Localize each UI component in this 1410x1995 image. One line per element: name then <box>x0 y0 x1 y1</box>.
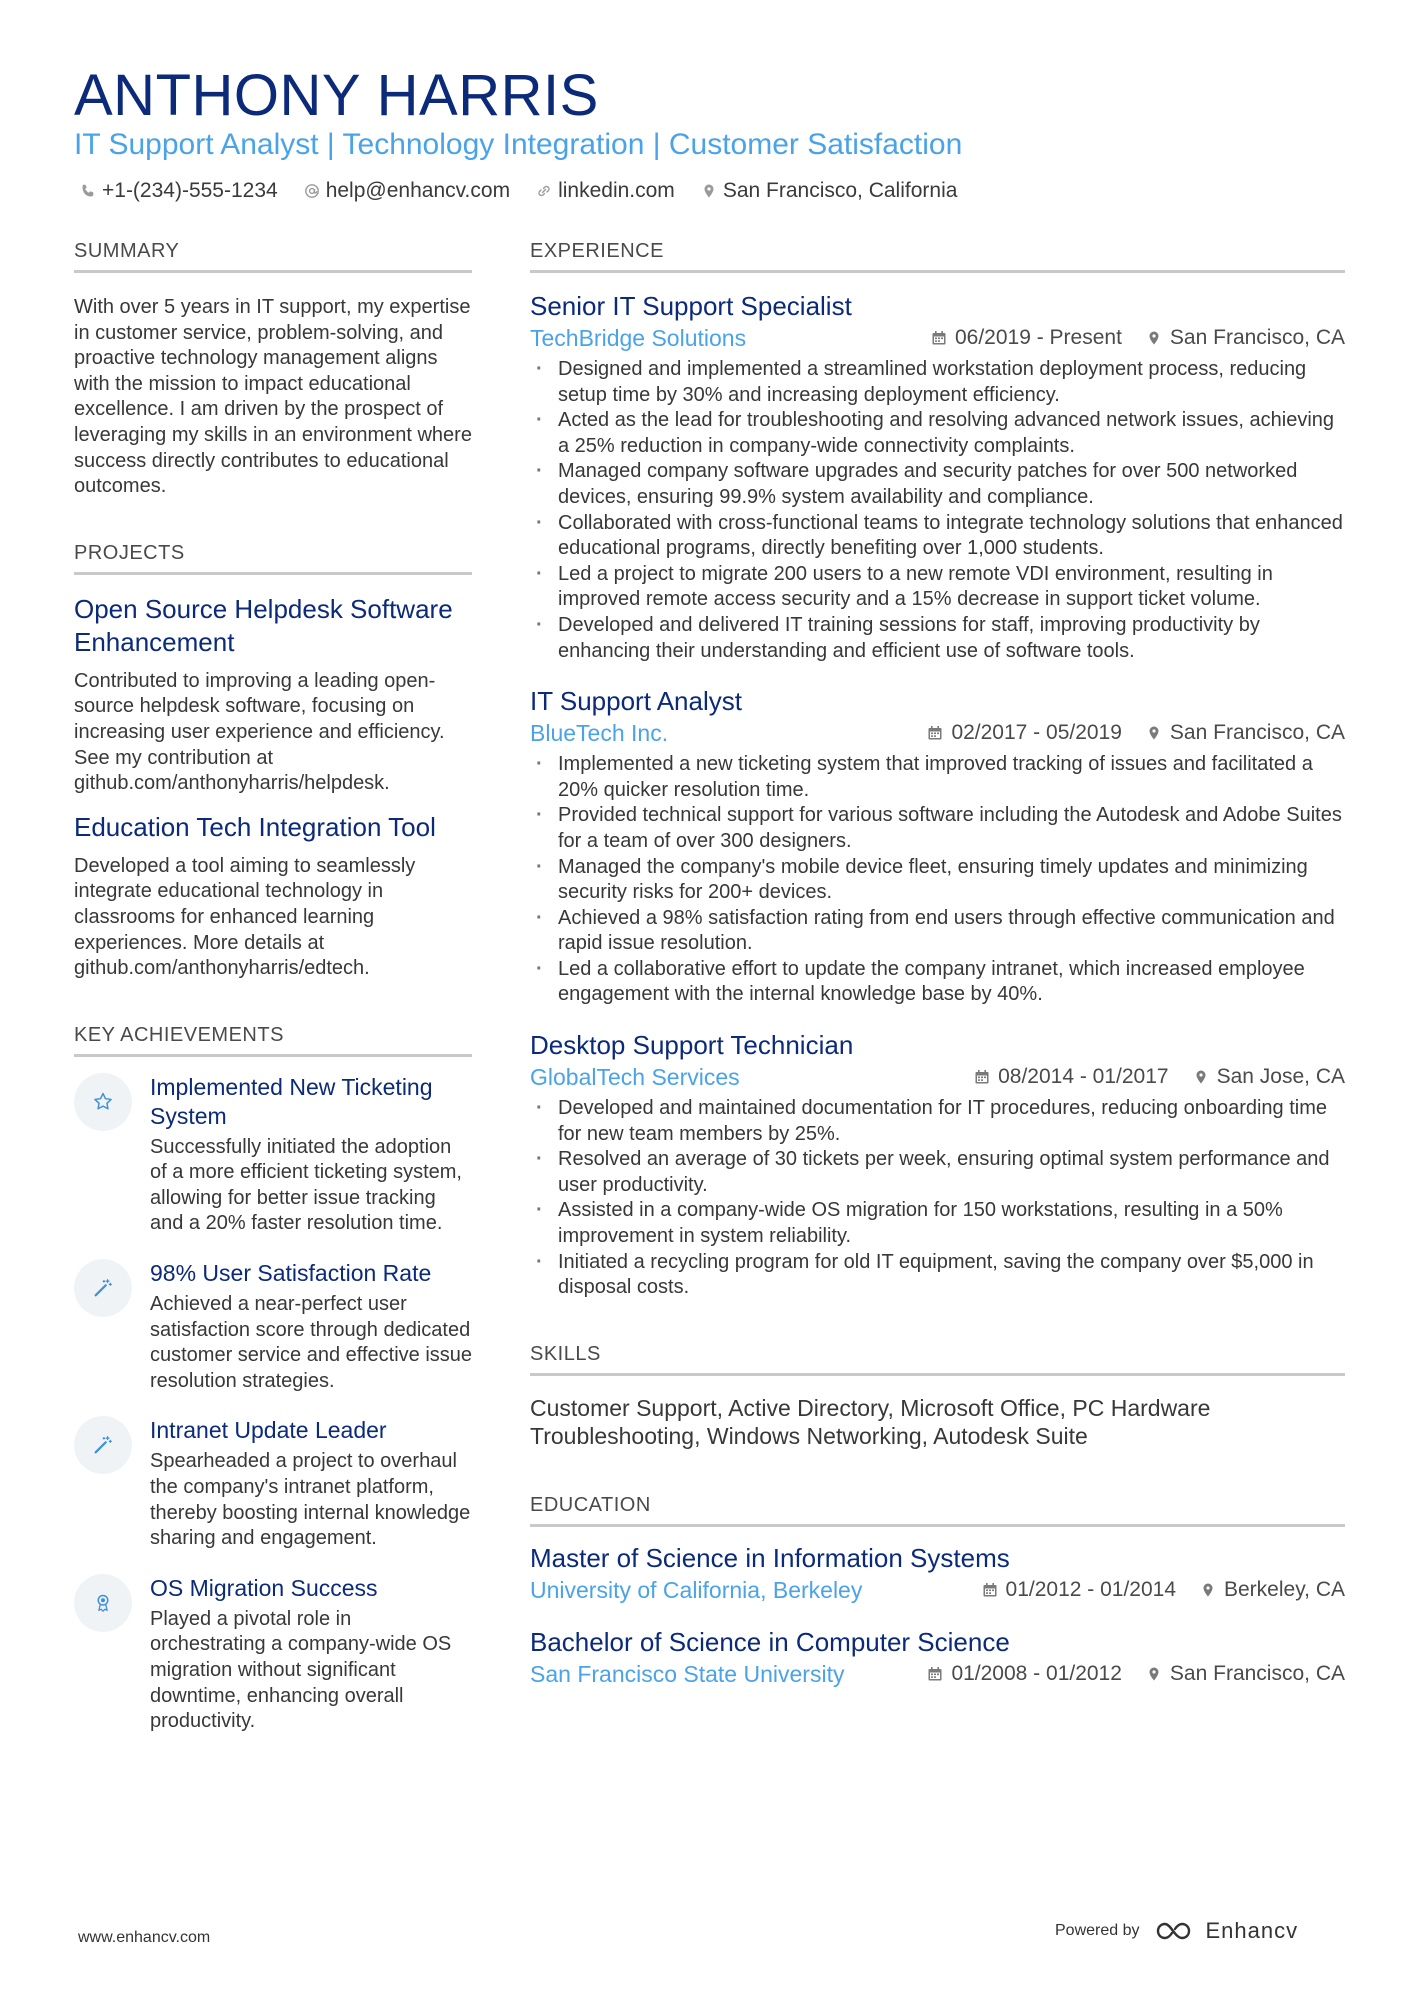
job-title: IT Support Analyst <box>530 686 742 717</box>
degree-title: Bachelor of Science in Computer Science <box>530 1626 1010 1657</box>
school-name: University of California, Berkeley <box>530 1576 863 1603</box>
left-column <box>74 238 472 1735</box>
bullet-item: · Resolved an average of 30 tickets per week, ensuring optimal system performance and user productivity. <box>530 1147 1345 1198</box>
summary-text: With over 5 years in IT support, my expertise in customer service, problem-solving, and proactive technology management aligns with the mission to impact educational excellence. I am driven by the prospect of leveraging my skills in an environment where success directly contributes to educational outcomes. <box>74 296 472 498</box>
education-location <box>1200 1575 1345 1605</box>
calendar-icon <box>927 725 943 741</box>
achievement-description: Played a pivotal role in orchestrating a company-wide OS migration without significant downtime, enhancing overall productivity. <box>150 1607 452 1733</box>
education-dates <box>982 1575 1176 1605</box>
contact-phone[interactable] <box>80 176 278 206</box>
location-pin-icon <box>1146 330 1162 346</box>
achievement-item <box>74 1259 472 1394</box>
job-bullets <box>530 1096 1345 1301</box>
education-location <box>1146 1659 1345 1689</box>
bullet-item: · Led a project to migrate 200 users to a new remote VDI environment, resulting in improved remote access security and a 15% decrease in support ticket volume. <box>530 562 1345 613</box>
section-title-experience: EXPERIENCE <box>530 238 1345 273</box>
education-dates-text: 01/2008 - 01/2012 <box>951 1661 1122 1685</box>
achievement-icon-badge <box>74 1574 132 1632</box>
project-description: Contributed to improving a leading open-source helpdesk software, focusing on increasing user experience and efficiency. See my contribution at github.com/anthonyharris/helpdesk. <box>74 669 445 795</box>
job-location <box>1193 1062 1345 1092</box>
education-entry <box>530 1625 1345 1689</box>
bullet-item: · Designed and implemented a streamlined workstation deployment process, reducing setup time by 30% and increasing deployment efficiency. <box>530 357 1345 408</box>
calendar-icon <box>982 1582 998 1598</box>
location-pin-icon <box>1200 1582 1216 1598</box>
section-title-achievements: KEY ACHIEVEMENTS <box>74 1022 472 1057</box>
location-pin-icon <box>1193 1069 1209 1085</box>
contact-bar <box>80 176 957 206</box>
job-entry <box>530 1028 1345 1301</box>
company-name: BlueTech Inc. <box>530 720 669 747</box>
achievement-item <box>74 1574 472 1735</box>
education-dates <box>927 1659 1121 1689</box>
bullet-item: · Implemented a new ticketing system that improved tracking of issues and facilitated a 20% quicker resolution time. <box>530 752 1345 803</box>
section-title-education: EDUCATION <box>530 1492 1345 1527</box>
brand-logo[interactable] <box>1154 1918 1299 1944</box>
achievement-title: Intranet Update Leader <box>150 1417 387 1444</box>
enhancv-logo-icon <box>1154 1919 1198 1943</box>
contact-text: help@enhancv.com <box>325 179 511 202</box>
section-title-skills: SKILLS <box>530 1341 1345 1376</box>
education-location-text: San Francisco, CA <box>1169 1661 1345 1685</box>
location-pin-icon <box>1146 1666 1162 1682</box>
bullet-item: · Led a collaborative effort to update the company intranet, which increased employee engagement with the internal knowledge base by 40%. <box>530 957 1345 1008</box>
contact-text: San Francisco, California <box>722 179 958 202</box>
bullet-item: · Developed and delivered IT training sessions for staff, improving productivity by enhancing their understanding and efficient use of software tools. <box>530 613 1345 664</box>
contact-text: +1-(234)-555-1234 <box>102 179 278 202</box>
project-title: Open Source Helpdesk Software Enhancement <box>74 593 453 657</box>
job-dates-text: 02/2017 - 05/2019 <box>951 721 1122 745</box>
job-location-text: San Francisco, CA <box>1169 721 1345 745</box>
bullet-item: · Initiated a recycling program for old IT equipment, saving the company over $5,000 in disposal costs. <box>530 1250 1345 1301</box>
contact-text: linkedin.com <box>558 179 675 202</box>
job-dates <box>974 1062 1168 1092</box>
calendar-icon <box>931 330 947 346</box>
education-location-text: Berkeley, CA <box>1224 1577 1345 1601</box>
job-location-text: San Jose, CA <box>1216 1065 1345 1089</box>
award-icon <box>92 1592 114 1614</box>
phone-icon <box>80 183 96 199</box>
magic-wand-icon <box>92 1434 114 1456</box>
at-icon <box>304 183 320 199</box>
bullet-item: · Managed the company's mobile device fleet, ensuring timely updates and minimizing security risks for 200+ devices. <box>530 855 1345 906</box>
location-pin-icon <box>701 183 717 199</box>
calendar-icon <box>927 1666 943 1682</box>
project-title: Education Tech Integration Tool <box>74 811 436 842</box>
job-location-text: San Francisco, CA <box>1169 326 1345 349</box>
projects-section <box>74 540 472 982</box>
job-dates <box>927 718 1121 748</box>
achievement-item <box>74 1073 472 1237</box>
summary-section <box>74 238 472 500</box>
achievement-description: Achieved a near-perfect user satisfaction score through dedicated customer service and effective issue resolution strategies. <box>150 1293 473 1392</box>
bullet-item: · Managed company software upgrades and security patches for over 500 networked devices, ensuring 99.9% system availability and compliance. <box>530 459 1345 510</box>
right-column <box>530 238 1345 1689</box>
education-section <box>530 1492 1345 1689</box>
achievement-description: Successfully initiated the adoption of a more efficient ticketing system, allowing for better issue tracking and a 20% faster resolution time. <box>150 1135 462 1235</box>
job-title: Desktop Support Technician <box>530 1030 854 1061</box>
job-dates <box>931 323 1122 353</box>
job-bullets <box>530 357 1345 664</box>
achievement-icon-badge <box>74 1073 132 1131</box>
achievement-title: 98% User Satisfaction Rate <box>150 1260 432 1287</box>
project-description: Developed a tool aiming to seamlessly integrate educational technology in classrooms for enhanced learning experiences. More details at github.com/anthonyharris/edtech. <box>74 854 416 980</box>
candidate-tagline: IT Support Analyst | Technology Integration | Customer Satisfaction <box>74 128 963 161</box>
education-dates-text: 01/2012 - 01/2014 <box>1005 1577 1176 1601</box>
job-location <box>1146 718 1345 748</box>
degree-title: Master of Science in Information Systems <box>530 1542 1010 1573</box>
calendar-icon <box>974 1069 990 1085</box>
school-name: San Francisco State University <box>530 1660 845 1687</box>
company-name: TechBridge Solutions <box>530 325 747 351</box>
location-pin-icon <box>1146 725 1162 741</box>
bullet-item: · Achieved a 98% satisfaction rating from end users through effective communication and rapid issue resolution. <box>530 906 1345 957</box>
bullet-item: · Collaborated with cross-functional teams to integrate technology solutions that enhanced educational programs, directly benefiting over 1,000 students. <box>530 511 1345 562</box>
project-item <box>74 593 472 797</box>
achievement-item <box>74 1416 472 1551</box>
job-dates-text: 06/2019 - Present <box>954 326 1122 349</box>
achievement-title: OS Migration Success <box>150 1574 378 1601</box>
job-bullets <box>530 752 1345 1008</box>
job-entry <box>530 684 1345 1008</box>
section-title-summary: SUMMARY <box>74 238 472 273</box>
contact-location <box>701 176 958 206</box>
magic-wand-icon <box>92 1277 114 1299</box>
brand-name: Enhancv <box>1205 1918 1299 1943</box>
skills-text: Customer Support, Active Directory, Microsoft Office, PC Hardware Troubleshooting, Windows Networking, Autodesk Suite <box>530 1394 1211 1449</box>
achievement-icon-badge <box>74 1259 132 1317</box>
contact-link[interactable] <box>536 176 675 206</box>
skills-section <box>530 1341 1345 1450</box>
bullet-item: · Provided technical support for various software including the Autodesk and Adobe Suites for a team of over 300 designers. <box>530 803 1345 854</box>
bullet-item: · Acted as the lead for troubleshooting and resolving advanced network issues, achieving a 25% reduction in company-wide connectivity complaints. <box>530 408 1345 459</box>
star-icon <box>92 1091 114 1113</box>
powered-by-label: Powered by <box>1055 1922 1140 1939</box>
bullet-item: · Developed and maintained documentation for IT procedures, reducing onboarding time for new team members by 25%. <box>530 1096 1345 1147</box>
section-title-projects: PROJECTS <box>74 540 472 575</box>
job-title: Senior IT Support Specialist <box>530 291 852 321</box>
link-icon <box>536 183 552 199</box>
achievement-description: Spearheaded a project to overhaul the company's intranet platform, thereby boosting internal knowledge sharing and engagement. <box>150 1450 471 1550</box>
education-entry <box>530 1541 1345 1605</box>
achievements-section <box>74 1022 472 1735</box>
footer-branding <box>1055 1918 1298 1944</box>
job-entry <box>530 289 1345 664</box>
company-name: GlobalTech Services <box>530 1064 740 1091</box>
footer-website[interactable]: www.enhancv.com <box>78 1929 211 1946</box>
experience-section <box>530 238 1345 1301</box>
bullet-item: · Assisted in a company-wide OS migration for 150 workstations, resulting in a 50% improvement in system reliability. <box>530 1198 1345 1249</box>
candidate-name: ANTHONY HARRIS <box>74 63 599 128</box>
job-dates-text: 08/2014 - 01/2017 <box>998 1065 1169 1089</box>
contact-email[interactable] <box>304 176 510 206</box>
achievement-title: Implemented New Ticketing System <box>150 1073 433 1129</box>
project-item <box>74 811 472 982</box>
achievement-icon-badge <box>74 1416 132 1474</box>
job-location <box>1146 323 1345 353</box>
